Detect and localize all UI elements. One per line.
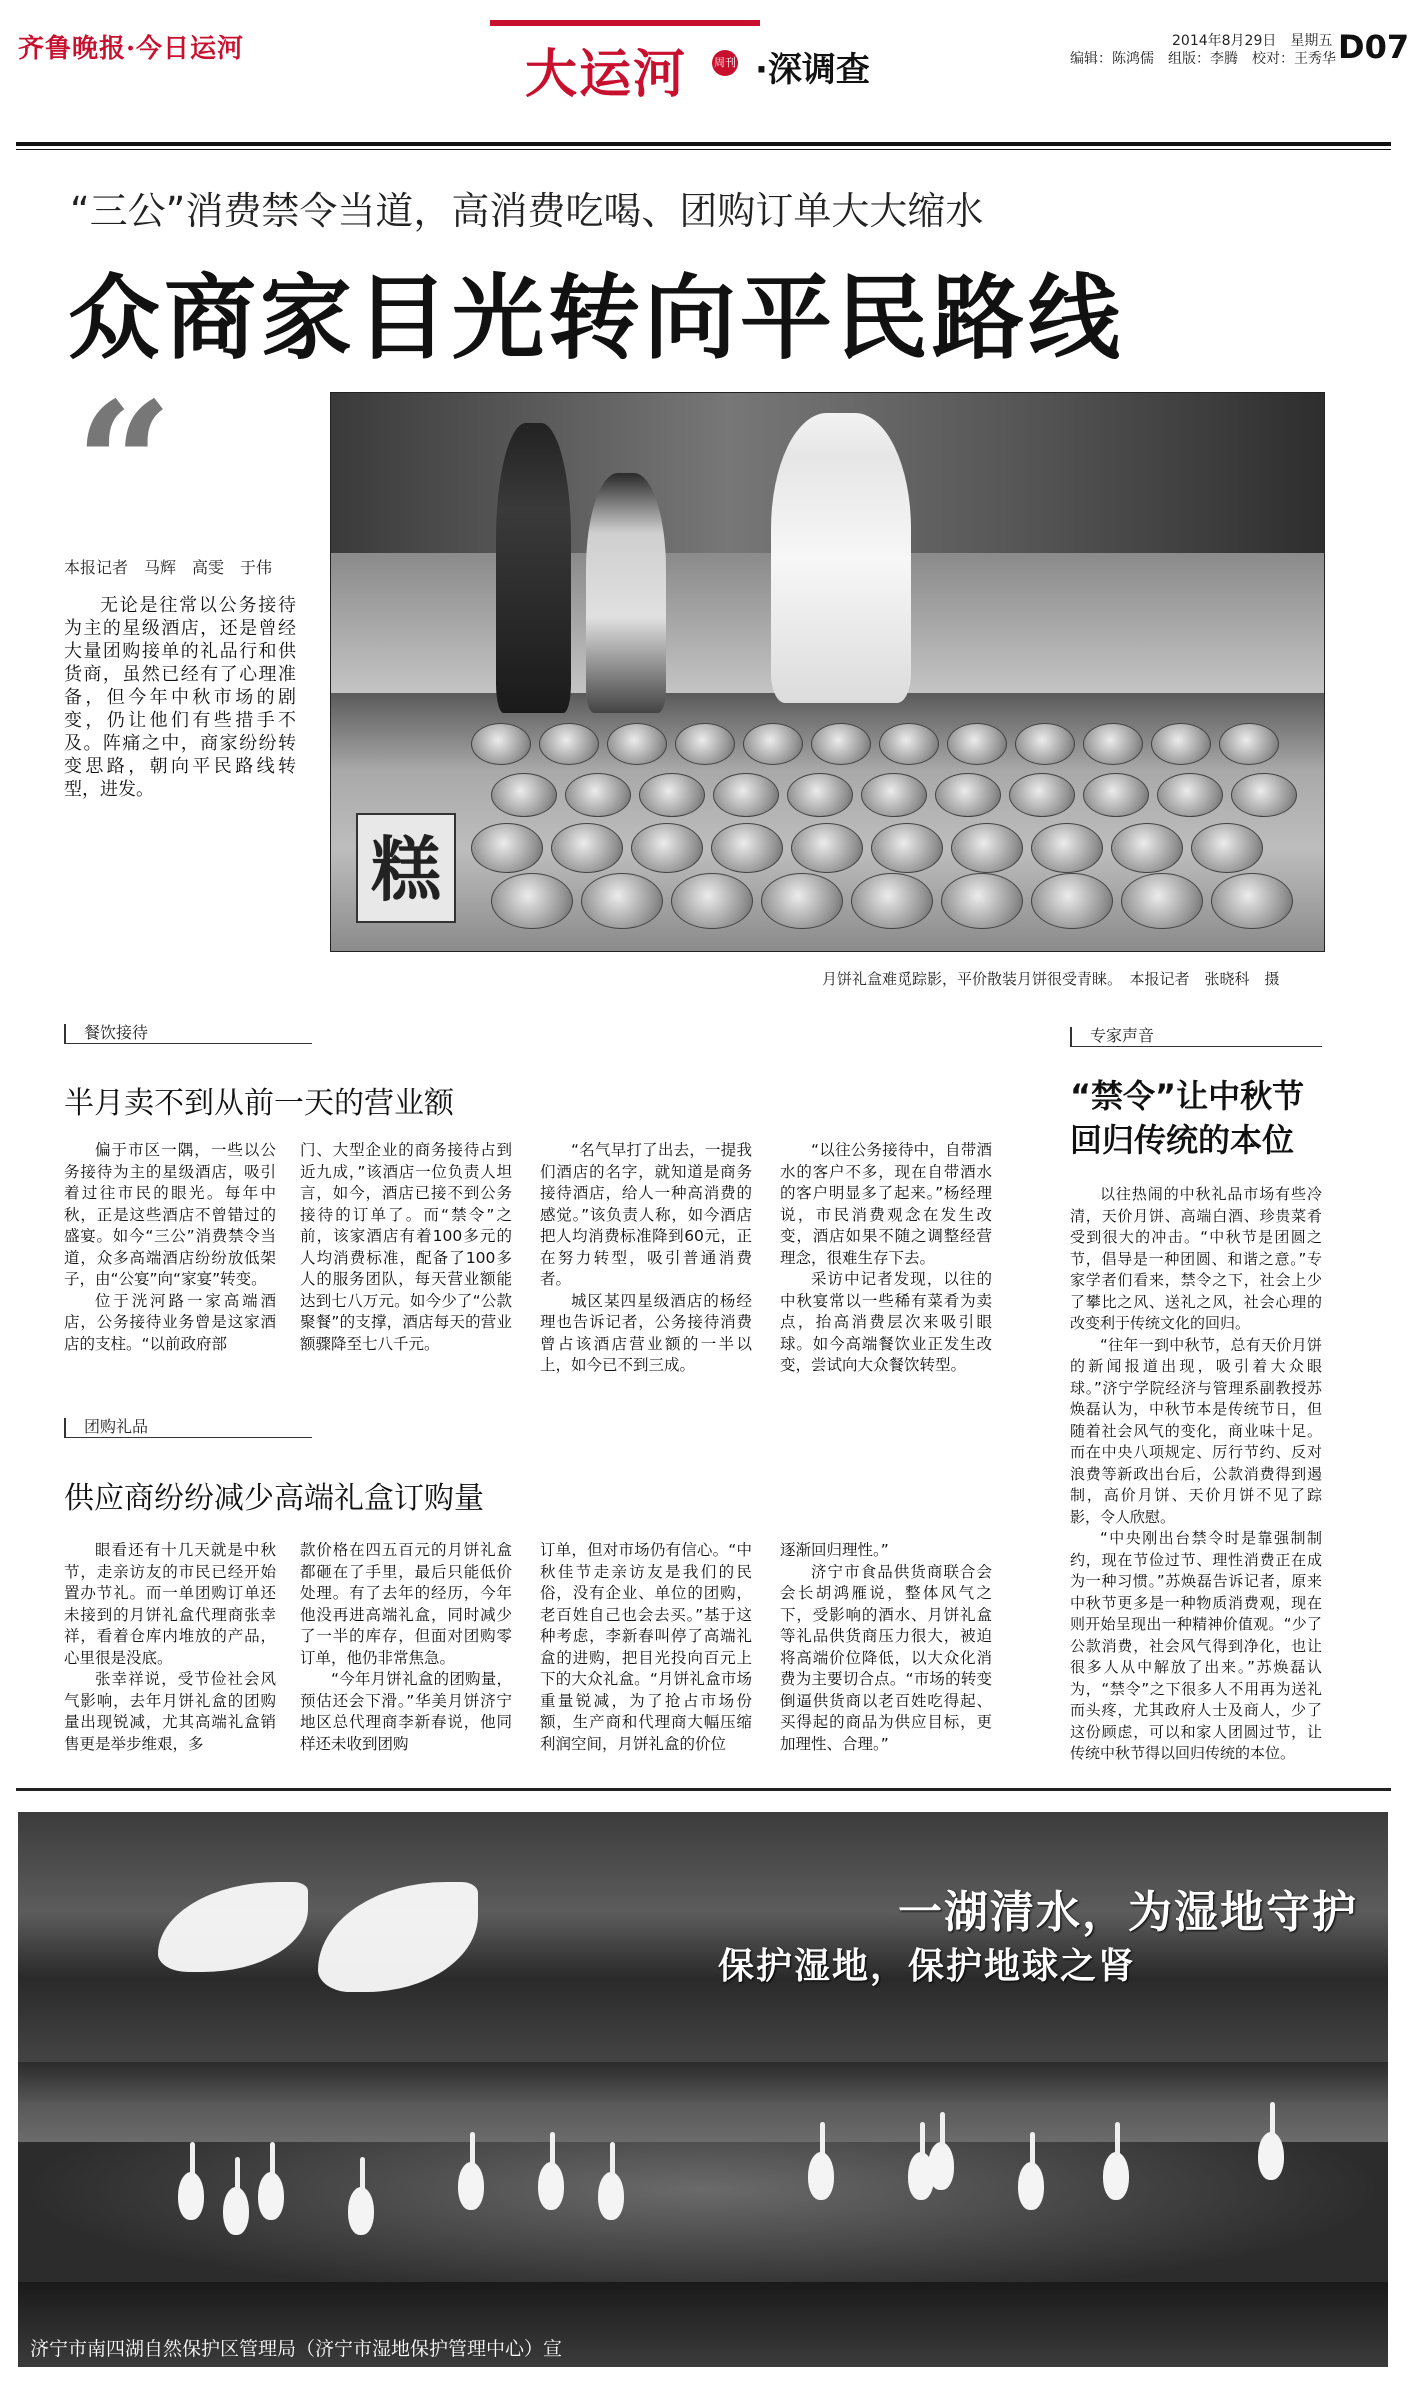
paragraph: “今年月饼礼盒的团购量，预估还会下滑。”华美月饼济宁地区总代理商李新春说，他同样还未收到团购 <box>300 1670 512 1753</box>
mooncake <box>491 873 573 929</box>
section1-col4 <box>780 1140 992 1377</box>
expert-body <box>1070 1184 1322 1765</box>
mooncake <box>1121 873 1203 929</box>
section2-col3 <box>540 1540 752 1755</box>
section1-col2 <box>300 1140 512 1355</box>
egret-neck <box>1270 2102 1275 2136</box>
supplement-badge: 周刊 <box>712 50 738 76</box>
ad-title: 一湖清水，为湿地守护 <box>898 1887 1358 1938</box>
section2-col2 <box>300 1540 512 1755</box>
egret <box>258 2172 284 2220</box>
mooncake <box>711 823 783 873</box>
mooncake <box>1151 723 1211 765</box>
mooncake <box>671 873 753 929</box>
paragraph: 采访中记者发现，以往的中秋宴常以一些稀有菜肴为卖点，抬高消费层次来吸引眼球。如今高端餐饮业正发生改变，尝试向大众餐饮转型。 <box>780 1270 992 1374</box>
paragraph: 城区某四星级酒店的杨经理也告诉记者，公务接待消费曾占该酒店营业额的一半以上，如今已不到三成。 <box>540 1291 752 1374</box>
egret-neck <box>235 2157 240 2191</box>
mooncake <box>787 773 853 817</box>
mooncake <box>631 823 703 873</box>
header-rule-thin <box>16 149 1391 150</box>
mooncake <box>471 723 531 765</box>
mooncake <box>1111 823 1183 873</box>
tab-dining: 餐饮接待 <box>64 1024 312 1044</box>
mooncake <box>1083 723 1143 765</box>
photo-person-clerk <box>771 413 911 703</box>
quote-mark-icon: “ <box>75 365 173 565</box>
mooncake <box>947 723 1007 765</box>
mooncake-photo <box>330 392 1325 952</box>
mooncake <box>581 873 663 929</box>
mooncake <box>935 773 1001 817</box>
mooncake <box>491 773 557 817</box>
egret-flying <box>318 1882 478 1992</box>
egret <box>458 2162 484 2210</box>
egret-neck <box>270 2142 275 2176</box>
egret <box>928 2142 954 2190</box>
editors-line: 编辑：陈鸿儒 组版：李腾 校对：王秀华 <box>1070 51 1336 67</box>
paragraph: 位于洸河路一家高端酒店，公务接待业务曾是这家酒店的支柱。“以前政府部 <box>64 1291 276 1353</box>
mooncake <box>539 723 599 765</box>
egret <box>1258 2132 1284 2180</box>
egret <box>348 2187 374 2235</box>
supplement-name: 大运河 <box>525 44 688 105</box>
lead-byline: 本报记者 马辉 高雯 于伟 <box>64 558 273 577</box>
egret-neck <box>1030 2132 1035 2166</box>
section2-col4 <box>780 1540 992 1755</box>
mooncake <box>879 723 939 765</box>
egret-neck <box>940 2112 945 2146</box>
egret-neck <box>470 2132 475 2166</box>
egret-neck <box>550 2132 555 2166</box>
section-rule <box>16 1788 1391 1791</box>
mooncake <box>811 723 871 765</box>
mooncake <box>1083 773 1149 817</box>
headline-title: 众商家目光转向平民路线 <box>68 265 1125 372</box>
mooncake <box>861 773 927 817</box>
egret <box>1103 2152 1129 2200</box>
paragraph: “中央刚出台禁令时是靠强制制约，现在节俭过节、理性消费正在成为一种习惯。”苏焕磊告诉记者，原来中秋节更多是一种物质消费观，现在则开始呈现出一种精神价值观。“少了公款消费，社会风气得到净化，也让很多人从中解放了出来。”苏焕磊认为，“禁令”之下很多人不用再为送礼而头疼，尤其政府人士及商人，少了这份顾虑，可以和家人团圆过节，让传统中秋节得以回归传统的本位。 <box>1070 1529 1322 1762</box>
paragraph: 订单，但对市场仍有信心。“中秋佳节走亲访友是我们的民俗，没有企业、单位的团购，老百姓自己也会去买。”基于这种考虑，李新春叫停了高端礼盒的进购，把目光投向百元上下的大众礼盒。“月饼礼盒市场重量锐减，为了抢占市场份额，生产商和代理商大幅压缩利润空间，月饼礼盒的价位 <box>540 1541 752 1753</box>
mooncake <box>951 823 1023 873</box>
mooncake <box>1191 823 1263 873</box>
expert-heading-line1: “禁令”让中秋节 <box>1070 1077 1305 1115</box>
egret <box>808 2152 834 2200</box>
section2-heading: 供应商纷纷减少高端礼盒订购量 <box>64 1481 484 1516</box>
header-rule <box>16 142 1391 146</box>
date-line: 2014年8月29日 星期五 <box>1172 33 1333 49</box>
mooncake <box>743 723 803 765</box>
mooncake <box>1231 773 1297 817</box>
egret-neck <box>610 2142 615 2176</box>
egret <box>538 2162 564 2210</box>
section1-heading: 半月卖不到从前一天的营业额 <box>64 1086 454 1121</box>
mooncake <box>713 773 779 817</box>
egret <box>598 2172 624 2220</box>
paragraph: 门、大型企业的商务接待占到近九成，”该酒店一位负责人坦言，如今，酒店已接不到公务接待的订单了。而“禁令”之前，该家酒店有着100多元的人均消费标准，配备了100多人的服务团队，每天营业额能达到七八万元。如今少了“公款聚餐”的支撑，酒店每天的营业额骤降至七八千元。 <box>300 1141 512 1353</box>
egret <box>178 2172 204 2220</box>
egret-neck <box>1115 2122 1120 2156</box>
photo-person-boy <box>586 473 666 713</box>
paragraph: “名气早打了出去，一提我们酒店的名字，就知道是商务接待酒店，给人一种高消费的感觉。”该负责人称，如今酒店把人均消费标准降到60元，正在努力转型，吸引普通消费者。 <box>540 1141 752 1288</box>
mooncake <box>761 873 843 929</box>
paragraph: 以往热闹的中秋礼品市场有些冷清，天价月饼、高端白酒、珍贵菜肴受到很大的冲击。“中秋节是团圆之节，倡导是一种团圆、和谐之意。”专家学者们看来，禁令之下，社会上少了攀比之风、送礼之风，社会心理的改变利于传统文化的回归。 <box>1070 1185 1322 1332</box>
mooncake <box>941 873 1023 929</box>
headline-kicker: “三公”消费禁令当道，高消费吃喝、团购订单大大缩水 <box>70 189 984 233</box>
tab-group-gifts: 团购礼品 <box>64 1418 312 1438</box>
lead-text: 无论是往常以公务接待为主的星级酒店，还是曾经大量团购接单的礼品行和供货商，虽然已经有了心理准备，但今年中秋市场的剧变，仍让他们有些措手不及。阵痛之中，商家纷纷转变思路，朝向平民路线转型，进发。 <box>64 595 296 800</box>
mooncake <box>1157 773 1223 817</box>
mooncake <box>675 723 735 765</box>
paragraph: 眼看还有十几天就是中秋节，走亲访友的市民已经开始置办节礼。而一单团购订单还未接到的月饼礼盒代理商张幸祥，看着仓库内堆放的产品，心里很是没底。 <box>64 1541 276 1667</box>
photo-caption: 月饼礼盒难觅踪影，平价散装月饼很受青睐。 本报记者 张晓科 摄 <box>822 970 1280 988</box>
section1-col1 <box>64 1140 276 1355</box>
egret-neck <box>360 2157 365 2191</box>
photo-shop-sign: 糕 <box>356 813 456 923</box>
egret-neck <box>820 2122 825 2156</box>
mooncake <box>1031 873 1113 929</box>
paragraph: 款价格在四五百元的月饼礼盒都砸在了手里，最后只能低价处理。有了去年的经历，今年他没再进高端礼盒，同时减少了一半的库存，但面对团购零订单，他仍非常焦急。 <box>300 1541 512 1667</box>
mooncake <box>871 823 943 873</box>
mooncake <box>607 723 667 765</box>
mooncake <box>1009 773 1075 817</box>
expert-heading-line2: 回归传统的本位 <box>1070 1121 1295 1159</box>
photo-person-woman <box>496 423 571 713</box>
page-number: D07 <box>1338 28 1409 66</box>
egret-flying <box>158 1882 308 1972</box>
section1-col3 <box>540 1140 752 1377</box>
mooncake <box>1031 823 1103 873</box>
mooncake <box>1211 873 1293 929</box>
ad-subtitle: 保护湿地，保护地球之肾 <box>718 1946 1137 1987</box>
wetland-ad <box>18 1812 1388 2367</box>
ad-footer: 济宁市南四湖自然保护区管理局（济宁市湿地保护管理中心）宣 <box>30 2338 563 2360</box>
paragraph: 偏于市区一隅，一些以公务接待为主的星级酒店，吸引着过往市民的眼光。每年中秋，正是这些酒店不曾错过的盛宴。如今“三公”消费禁令当道，众多高端酒店纷纷放低架子，由“公宴”向“家宴”转变。 <box>64 1141 276 1288</box>
egret <box>223 2187 249 2235</box>
paragraph: 张幸祥说，受节俭社会风气影响，去年月饼礼盒的团购量出现锐减，尤其高端礼盒销售更是举步维艰，多 <box>64 1670 276 1753</box>
mooncake <box>851 873 933 929</box>
mooncake <box>639 773 705 817</box>
mooncake <box>551 823 623 873</box>
mooncake <box>471 823 543 873</box>
masthead-red-bar <box>490 20 760 26</box>
mooncake <box>791 823 863 873</box>
egret <box>1018 2162 1044 2210</box>
paragraph: 逐渐回归理性。” <box>780 1541 889 1559</box>
paragraph: “以往公务接待中，自带酒水的客户不多，现在自带酒水的客户明显多了起来。”杨经理说，市民消费观念在发生改变，酒店如果不随之调整经营理念，很难生存下去。 <box>780 1141 992 1267</box>
ad-reeds <box>18 2062 1388 2102</box>
section2-col1 <box>64 1540 276 1755</box>
mooncake <box>1219 723 1279 765</box>
mooncake <box>565 773 631 817</box>
tab-expert: 专家声音 <box>1070 1027 1322 1047</box>
section-name: ·深调查 <box>755 50 870 90</box>
paper-name: 齐鲁晚报·今日运河 <box>18 34 245 64</box>
egret-neck <box>190 2142 195 2176</box>
egret-neck <box>920 2122 925 2156</box>
mooncake <box>1015 723 1075 765</box>
paragraph: “往年一到中秋节，总有天价月饼的新闻报道出现，吸引着大众眼球。”济宁学院经济与管理系副教授苏焕磊认为，中秋节本是传统节日，但随着社会风气的变化，商业味十足。而在中央八项规定、厉行节约、反对浪费等新政出台后，公款消费得到遏制，高价月饼、天价月饼不见了踪影，令人欣慰。 <box>1070 1335 1322 1526</box>
paragraph: 济宁市食品供货商联合会会长胡鸿雁说，整体风气之下，受影响的酒水、月饼礼盒等礼品供货商压力很大，被迫将高端价位降低，以大众化消费为主要切合点。“市场的转变倒逼供货商以老百姓吃得起、买得起的商品为供应目标，更加理性、合理。” <box>780 1562 992 1753</box>
